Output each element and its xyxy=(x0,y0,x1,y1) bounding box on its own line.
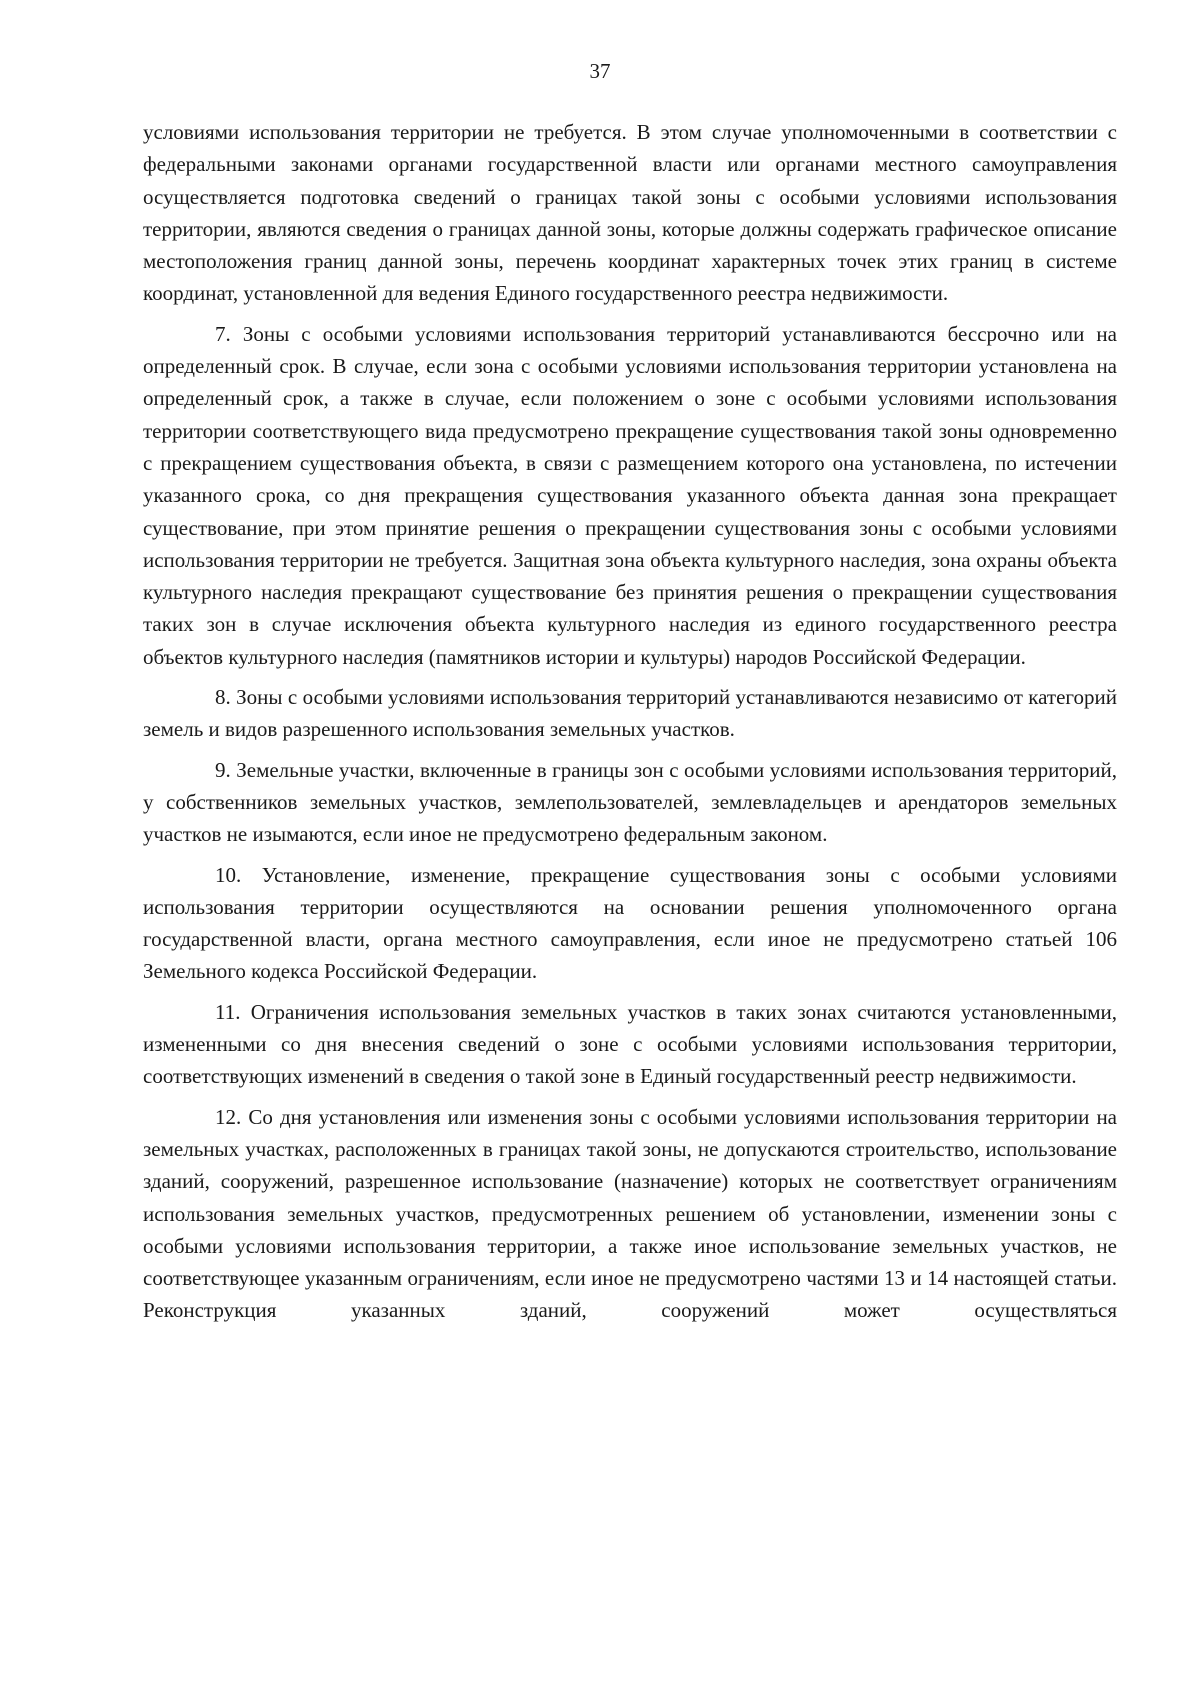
paragraph-8: 8. Зоны с особыми условиями использования территорий устанавливаются независимо от категорий земель и видов разрешенного использования земельных участков. xyxy=(143,685,1117,742)
paragraph-9: 9. Земельные участки, включенные в границы зон с особыми условиями использования территорий, у собственников земельных участков, землепользователей, землевладельцев и арендаторов земельных участков не изымаются, если иное не предусмотрено федеральным законом. xyxy=(143,757,1117,847)
paragraph-10: 10. Установление, изменение, прекращение существования зоны с особыми условиями использования территории осуществляются на основании решения уполномоченного органа государственной власти, органа местного самоуправления, если иное не предусмотрено статьей 106 Земельного кодекса Российской Федерации. xyxy=(143,862,1117,984)
page-number: 37 xyxy=(589,59,611,83)
paragraph-12: 12. Со дня установления или изменения зоны с особыми условиями использования территории на земельных участках, расположенных в границах такой зоны, не допускаются строительство, использование зданий, сооружений, разрешенное использование (назначение) которых не соответствует ограничениям использования земельных участков, предусмотренных решением об установлении, изменении зоны с особыми условиями использования территории, а также иное использование земельных участков, не соответствующее указанным ограничениям, если иное не предусмотрено частями 13 и 14 настоящей статьи. Реконструкция указанных зданий, сооружений может осуществляться xyxy=(143,1104,1117,1323)
paragraph-continuation: условиями использования территории не требуется. В этом случае уполномоченными в соответствии с федеральными законами органами государственной власти или органами местного самоуправления осуществляется подготовка сведений о границах такой зоны с особыми условиями использования территории, являются сведения о границах данной зоны, которые должны содержать графическое описание местоположения границ данной зоны, перечень координат характерных точек этих границ в системе координат, установленной для ведения Единого государственного реестра недвижимости. xyxy=(143,120,1117,306)
paragraph-11: 11. Ограничения использования земельных участков в таких зонах считаются установленными, измененными со дня внесения сведений о зоне с особыми условиями использования территории, соответствующих изменений в сведения о такой зоне в Единый государственный реестр недвижимости. xyxy=(143,999,1117,1089)
paragraph-7: 7. Зоны с особыми условиями использования территорий устанавливаются бессрочно или на определенный срок. В случае, если зона с особыми условиями использования территории установлена на определенный срок, а также в случае, если положением о зоне с особыми условиями использования территории соответствующего вида предусмотрено прекращение существования такой зоны одновременно с прекращением существования объекта, в связи с размещением которого она установлена, по истечении указанного срока, со дня прекращения существования указанного объекта данная зона прекращает существование, при этом принятие решения о прекращении существования зоны с особыми условиями использования территории не требуется. Защитная зона объекта культурного наследия, зона охраны объекта культурного наследия прекращают существование без принятия решения о прекращении существования таких зон в случае исключения объекта культурного наследия из единого государственного реестра объектов культурного наследия (памятников истории и культуры) народов Российской Федерации. xyxy=(143,321,1117,669)
document-body xyxy=(143,116,1117,1335)
